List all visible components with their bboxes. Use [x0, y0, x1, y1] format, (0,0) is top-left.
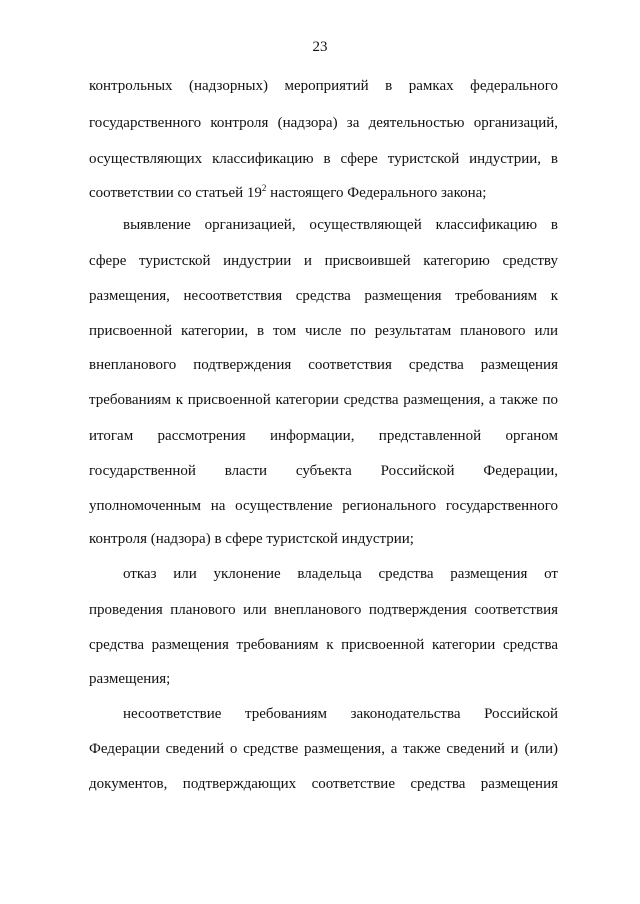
- text-line: отказ или уклонение владельца средства размещения от: [123, 566, 558, 582]
- text-line: требованиям к присвоенной категории средства размещения, а также по: [89, 392, 558, 408]
- text-line: контроля (надзора) в сфере туристской индустрии;: [89, 531, 414, 547]
- text-line: Федерации сведений о средстве размещения, а также сведений и (или): [89, 741, 558, 757]
- page-number: 23: [312, 39, 328, 55]
- text-line: внепланового подтверждения соответствия средства размещения: [89, 357, 558, 373]
- text-line-part: настоящего Федерального закона;: [266, 185, 487, 201]
- text-line: осуществляющих классификацию в сфере туристской индустрии, в: [89, 151, 558, 167]
- superscript-article-number: 2: [261, 183, 267, 193]
- text-line: [89, 184, 558, 202]
- text-line: итогам рассмотрения информации, представленной органом: [89, 428, 558, 444]
- text-line: размещения, несоответствия средства размещения требованиям к: [89, 288, 558, 304]
- text-line: размещения;: [89, 671, 171, 687]
- text-line: выявление организацией, осуществляющей классификацию в: [123, 217, 558, 233]
- text-line: сфере туристской индустрии и присвоившей категорию средству: [89, 253, 558, 269]
- text-line: документов, подтверждающих соответствие средства размещения: [89, 776, 558, 792]
- text-line: уполномоченным на осуществление регионального государственного: [89, 498, 558, 514]
- text-line: средства размещения требованиям к присвоенной категории средства: [89, 637, 558, 653]
- text-line: несоответствие требованиям законодательства Российской: [123, 706, 558, 722]
- text-line: контрольных (надзорных) мероприятий в рамках федерального: [89, 78, 558, 94]
- text-line: проведения планового или внепланового подтверждения соответствия: [89, 602, 558, 618]
- text-line: государственного контроля (надзора) за деятельностью организаций,: [89, 115, 558, 131]
- text-line: присвоенной категории, в том числе по результатам планового или: [89, 323, 558, 339]
- text-line: государственной власти субъекта Российской Федерации,: [89, 463, 558, 479]
- text-line-part: соответствии со статьей 19: [89, 185, 262, 201]
